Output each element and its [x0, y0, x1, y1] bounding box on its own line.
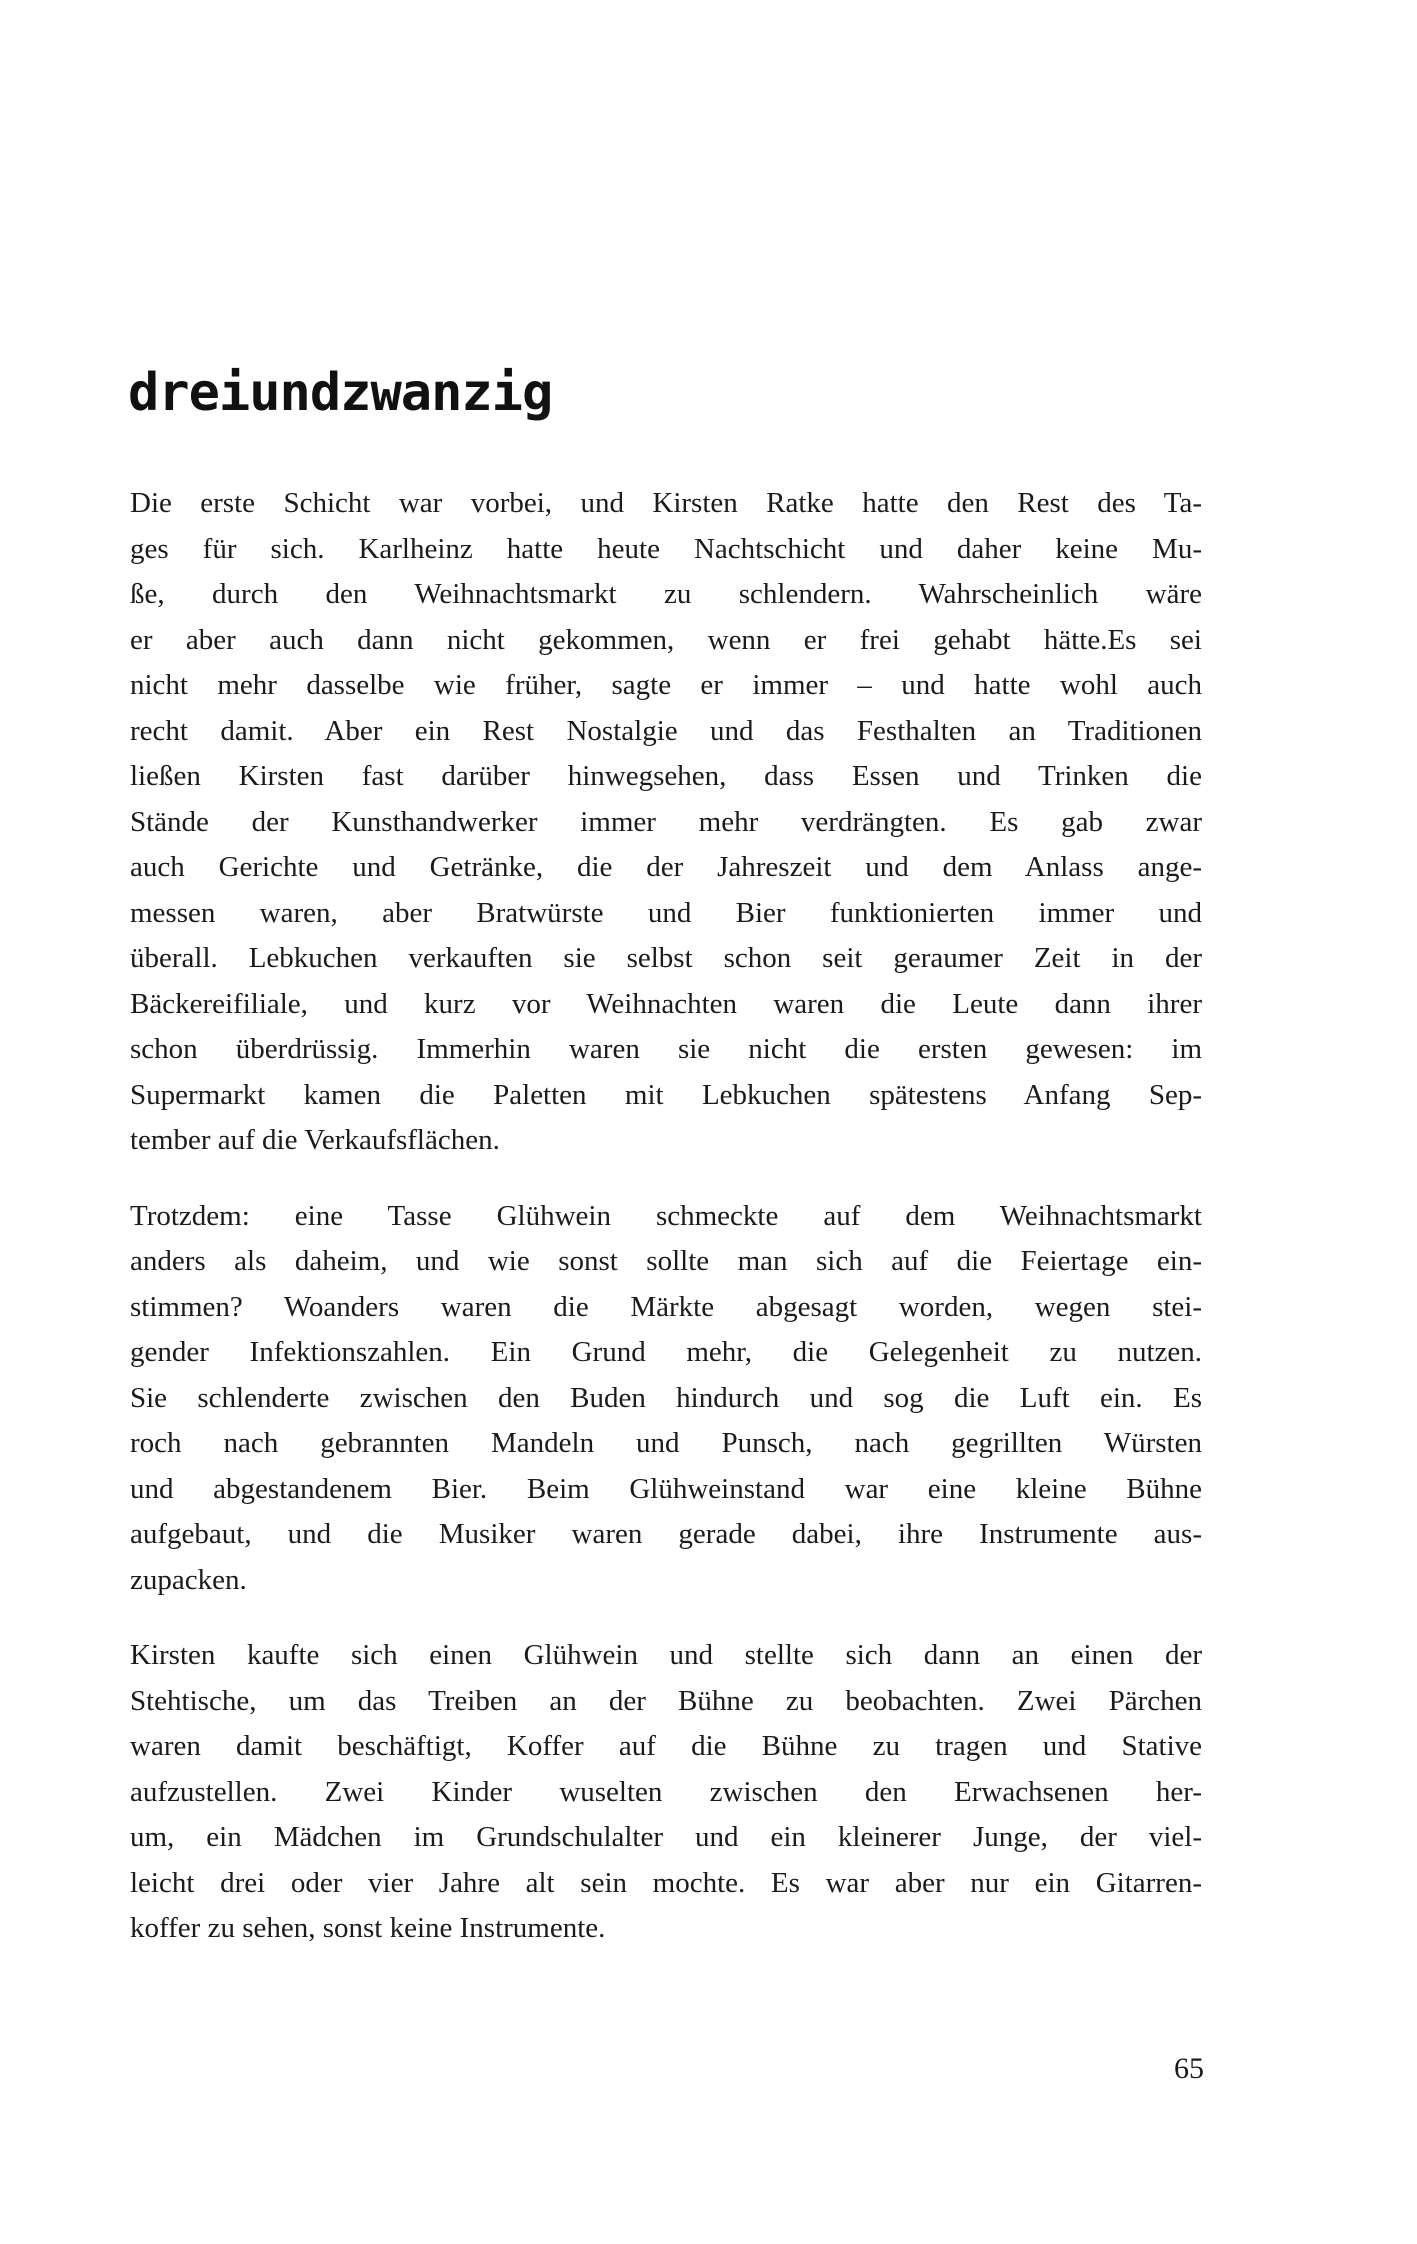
text-line: stimmen? Woanders waren die Märkte abgesagt worden, wegen stei- — [130, 1290, 1202, 1323]
text-line: aufzustellen. Zwei Kinder wuselten zwischen den Erwachsenen her- — [130, 1775, 1202, 1808]
paragraph-2 — [130, 1194, 1202, 1604]
body-text — [130, 481, 1202, 1982]
text-line: ße, durch den Weihnachtsmarkt zu schlendern. Wahrscheinlich wäre — [130, 578, 1202, 610]
text-line: Supermarkt kamen die Paletten mit Lebkuchen spätestens Anfang Sep- — [130, 1078, 1202, 1111]
text-line: anders als daheim, und wie sonst sollte man sich auf die Feiertage ein- — [130, 1245, 1202, 1277]
paragraph-3 — [130, 1633, 1202, 1952]
text-line: nicht mehr dasselbe wie früher, sagte er immer – und hatte wohl auch — [130, 669, 1202, 701]
text-line: tember auf die Verkaufsflächen. — [130, 1124, 500, 1156]
text-line: Die erste Schicht war vorbei, und Kirsten Ratke hatte den Rest des Ta- — [130, 487, 1202, 519]
text-line: Trotzdem: eine Tasse Glühwein schmeckte auf dem Weihnachtsmarkt — [130, 1199, 1202, 1232]
text-line: roch nach gebrannten Mandeln und Punsch, nach gegrillten Würsten — [130, 1427, 1202, 1459]
text-line: um, ein Mädchen im Grundschulalter und ein kleinerer Junge, der viel- — [130, 1821, 1202, 1853]
text-line: recht damit. Aber ein Rest Nostalgie und das Festhalten an Traditionen — [130, 714, 1202, 747]
text-line: Sie schlenderte zwischen den Buden hindurch und sog die Luft ein. Es — [130, 1381, 1202, 1414]
text-line: messen waren, aber Bratwürste und Bier funktionierten immer und — [130, 896, 1202, 929]
paragraph-1 — [130, 481, 1202, 1164]
text-line: zupacken. — [130, 1563, 247, 1596]
chapter-heading: dreiundzwanzig — [128, 362, 553, 423]
text-line: Stände der Kunsthandwerker immer mehr verdrängten. Es gab zwar — [130, 805, 1202, 838]
text-line: gender Infektionszahlen. Ein Grund mehr, die Gelegenheit zu nutzen. — [130, 1336, 1202, 1368]
text-line: auch Gerichte und Getränke, die der Jahreszeit und dem Anlass ange- — [130, 851, 1202, 883]
text-line: waren damit beschäftigt, Koffer auf die Bühne zu tragen und Stative — [130, 1730, 1202, 1762]
text-line: aufgebaut, und die Musiker waren gerade dabei, ihre Instrumente aus- — [130, 1518, 1202, 1550]
text-line: Bäckereifiliale, und kurz vor Weihnachten waren die Leute dann ihrer — [130, 987, 1202, 1020]
text-line: überall. Lebkuchen verkauften sie selbst schon seit geraumer Zeit in der — [130, 942, 1202, 974]
page-number: 65 — [1174, 2052, 1204, 2085]
text-line: ließen Kirsten fast darüber hinwegsehen, dass Essen und Trinken die — [130, 760, 1202, 792]
text-line: koffer zu sehen, sonst keine Instrumente. — [130, 1912, 606, 1944]
text-line: ges für sich. Karlheinz hatte heute Nachtschicht und daher keine Mu- — [130, 532, 1202, 565]
text-line: Stehtische, um das Treiben an der Bühne zu beobachten. Zwei Pärchen — [130, 1684, 1202, 1717]
text-line: Kirsten kaufte sich einen Glühwein und stellte sich dann an einen der — [130, 1639, 1202, 1671]
text-line: er aber auch dann nicht gekommen, wenn er frei gehabt hätte.Es sei — [130, 623, 1202, 656]
text-line: leicht drei oder vier Jahre alt sein mochte. Es war aber nur ein Gitarren- — [130, 1866, 1202, 1899]
text-line: schon überdrüssig. Immerhin waren sie nicht die ersten gewesen: im — [130, 1033, 1202, 1065]
text-line: und abgestandenem Bier. Beim Glühweinstand war eine kleine Bühne — [130, 1472, 1202, 1505]
